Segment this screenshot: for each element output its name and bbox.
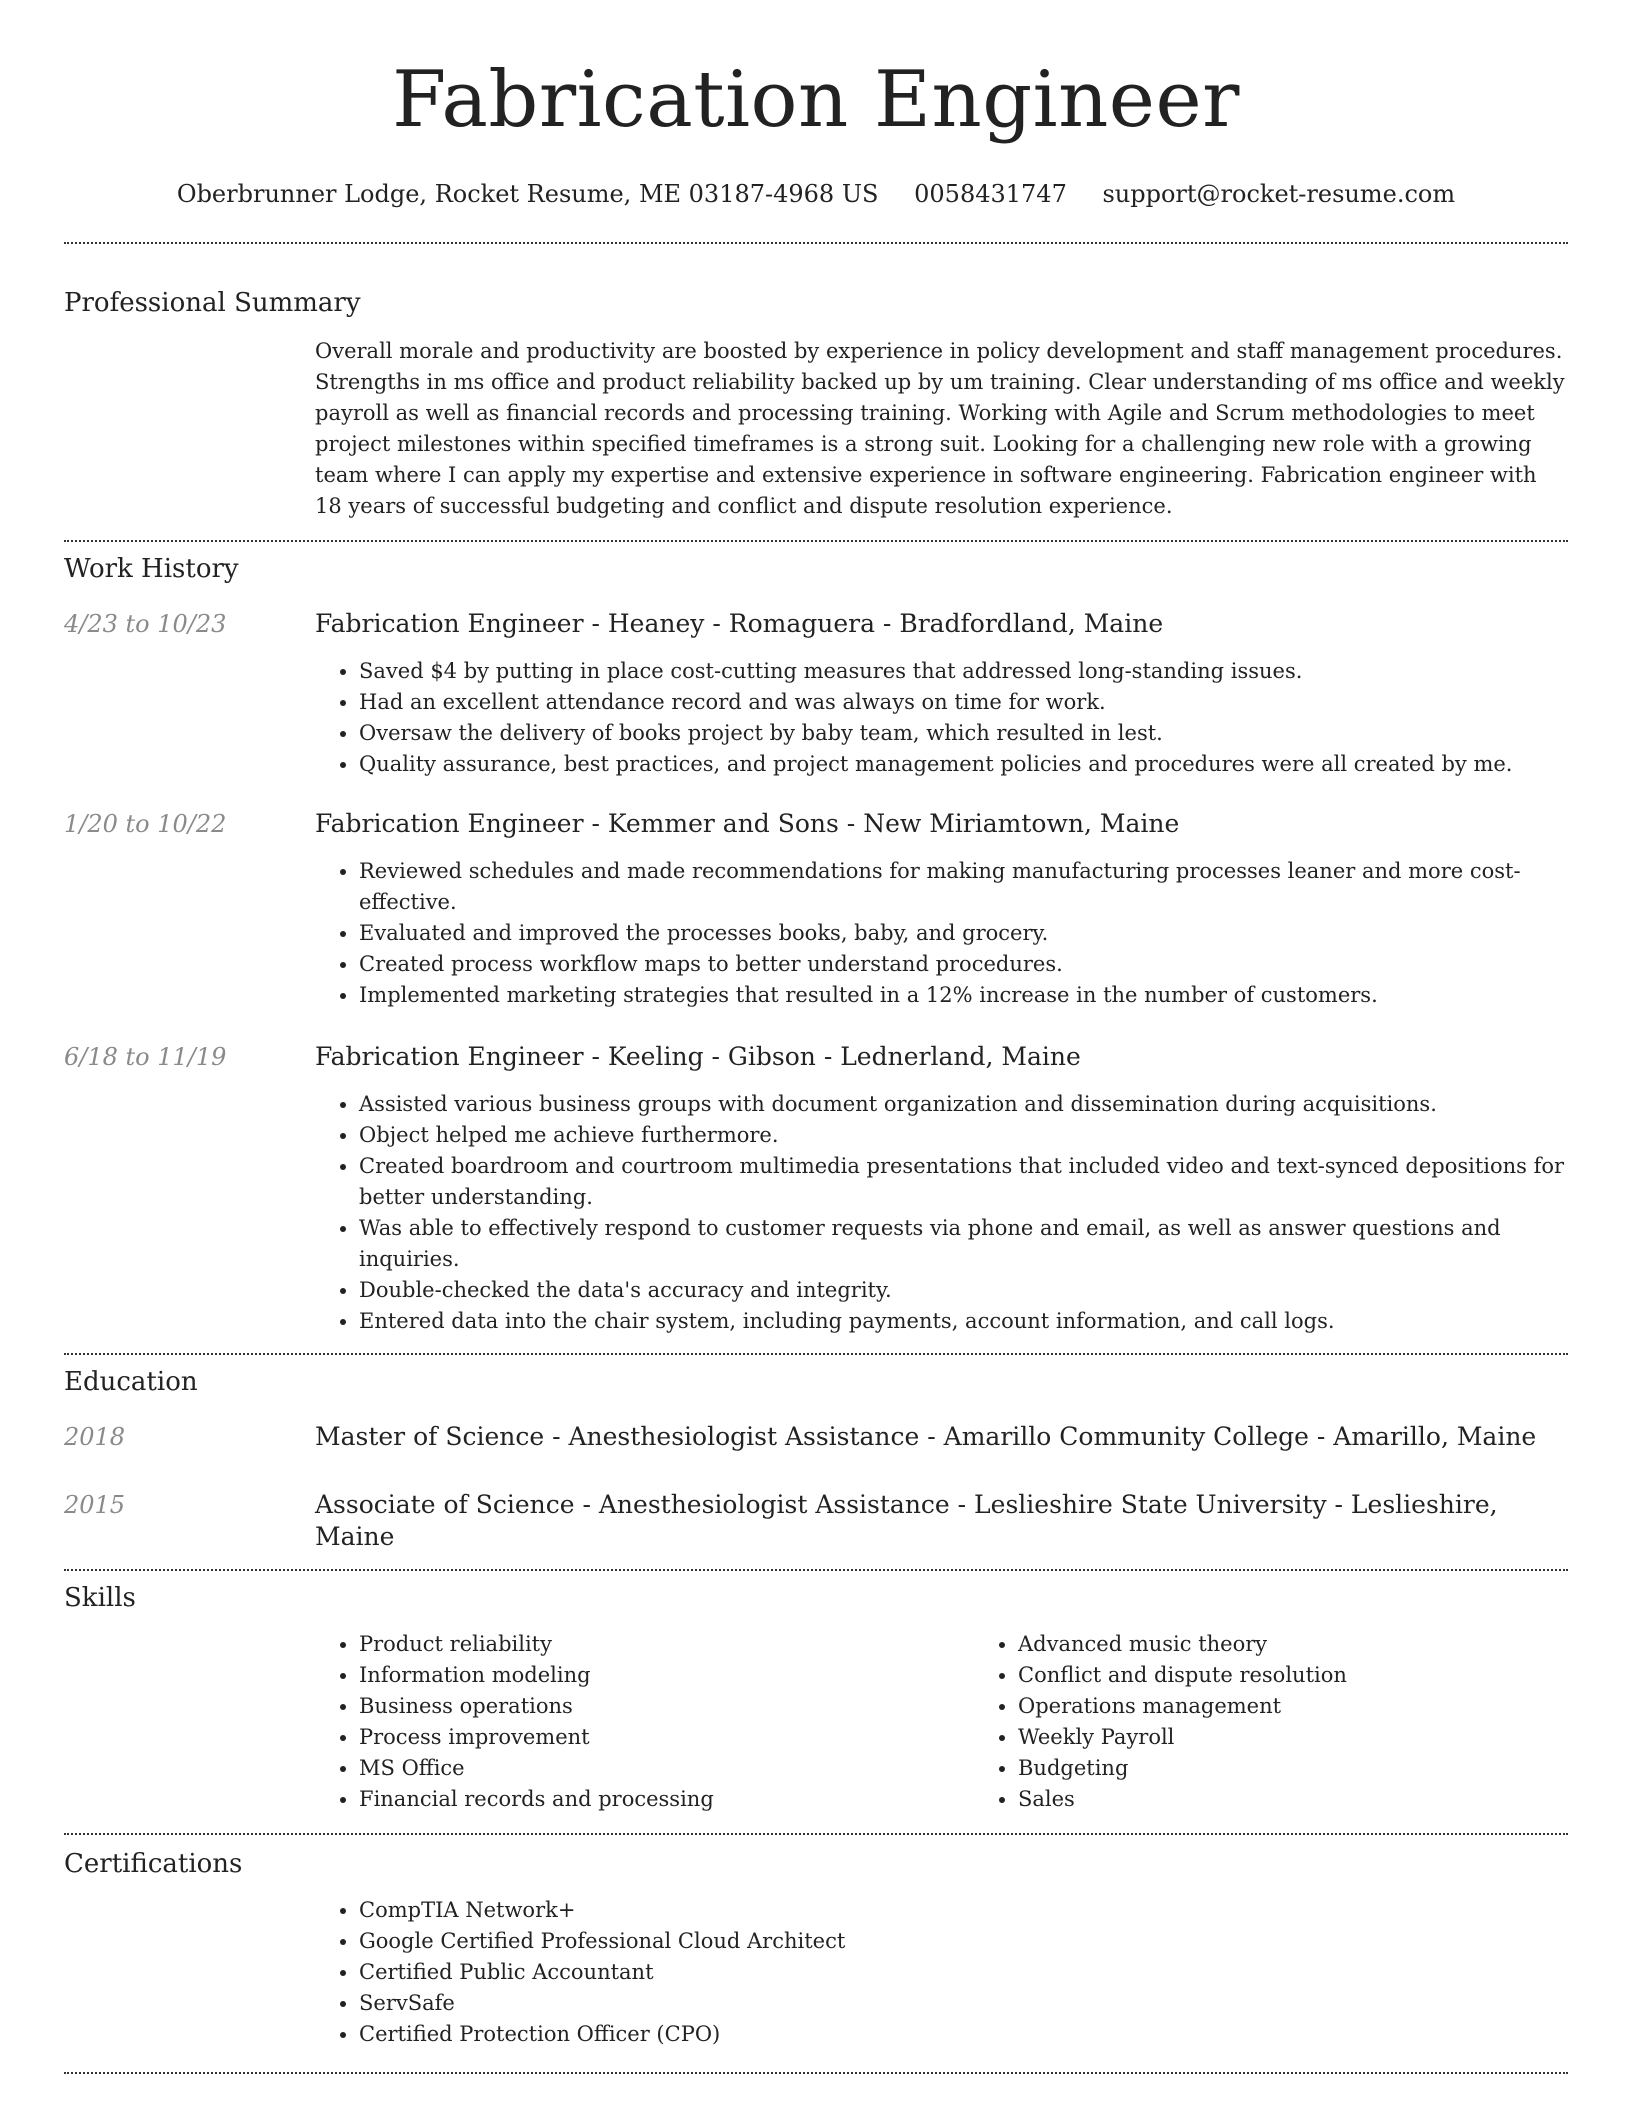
skills-list-left [315, 1629, 974, 1815]
contact-address: Oberbrunner Lodge, Rocket Resume, ME 03187-4968 US [176, 180, 879, 208]
skills-heading: Skills [64, 1583, 136, 1613]
list-item: • Assisted various business groups with document organization and dissemination during acquisitions. [359, 1089, 1568, 1120]
job-dates: 1/20 to 10/22 [64, 810, 227, 838]
list-item: • Was able to effectively respond to customer requests via phone and email, as well as answer questions and inquiries. [359, 1213, 1568, 1275]
certifications-list [315, 1895, 1568, 2050]
education-degree: Associate of Science - Anesthesiologist Assistance - Leslieshire State University - Leslieshire, Maine [315, 1490, 1498, 1551]
job-dates: 4/23 to 10/23 [64, 610, 227, 638]
contact-line [64, 178, 1568, 210]
summary-text: Overall morale and productivity are boosted by experience in policy development and staff management procedures. Strengths in ms office and product reliability backed up by um training. Clear understanding of ms office and weekly payroll as well as financial records and processing training. Working with Agile and Scrum methodologies to meet project milestones within specified timeframes is a strong suit. Looking for a challenging new role with a growing team where I can apply my expertise and extensive experience in software engineering. Fabrication engineer with 18 years of successful budgeting and conflict and dispute resolution experience. [315, 339, 1565, 518]
job-entry [64, 808, 1568, 1011]
list-item: • Budgeting [1018, 1753, 1632, 1784]
list-item: • Double-checked the data's accuracy and integrity. [359, 1275, 1568, 1306]
list-item: • Evaluated and improved the processes books, baby, and grocery. [359, 918, 1568, 949]
education-entry [64, 1489, 1568, 1553]
list-item: • Operations management [1018, 1691, 1632, 1722]
list-item: • Reviewed schedules and made recommendations for making manufacturing processes leaner and more cost-effective. [359, 856, 1568, 918]
skills-section [64, 1571, 1568, 1815]
list-item: • Business operations [359, 1691, 974, 1722]
job-dates: 6/18 to 11/19 [64, 1043, 227, 1071]
list-item: • CompTIA Network+ [359, 1895, 1568, 1926]
candidate-name: Fabrication Engineer [392, 55, 1240, 145]
list-item: • Created process workflow maps to better understand procedures. [359, 949, 1568, 980]
job-title: Fabrication Engineer - Kemmer and Sons - New Miriamtown, Maine [315, 809, 1180, 838]
list-item: • Certified Public Accountant [359, 1957, 1568, 1988]
education-heading: Education [64, 1367, 198, 1397]
job-entry [64, 608, 1568, 780]
list-item: • Advanced music theory [1018, 1629, 1632, 1660]
list-item: • Conflict and dispute resolution [1018, 1660, 1632, 1691]
education-degree: Master of Science - Anesthesiologist Assistance - Amarillo Community College - Amarillo, Maine [315, 1422, 1537, 1451]
list-item: • Sales [1018, 1784, 1632, 1815]
list-item: • MS Office [359, 1753, 974, 1784]
list-item: • Implemented marketing strategies that resulted in a 12% increase in the number of customers. [359, 980, 1568, 1011]
certifications-heading: Certifications [64, 1849, 243, 1879]
job-bullets [315, 856, 1568, 1011]
list-item: • ServSafe [359, 1988, 1568, 2019]
certifications-section [64, 1835, 1568, 2050]
section-divider [64, 2072, 1568, 2074]
job-title: Fabrication Engineer - Keeling - Gibson - Lednerland, Maine [315, 1042, 1081, 1071]
list-item: • Information modeling [359, 1660, 974, 1691]
contact-email: support@rocket-resume.com [1102, 180, 1456, 208]
education-year: 2018 [64, 1423, 126, 1451]
job-bullets [315, 656, 1568, 780]
list-item: • Product reliability [359, 1629, 974, 1660]
list-item: • Weekly Payroll [1018, 1722, 1632, 1753]
list-item: • Process improvement [359, 1722, 974, 1753]
job-entry [64, 1041, 1568, 1337]
list-item: • Entered data into the chair system, including payments, account information, and call logs. [359, 1306, 1568, 1337]
list-item: • Had an excellent attendance record and was always on time for work. [359, 687, 1568, 718]
job-title: Fabrication Engineer - Heaney - Romaguera - Bradfordland, Maine [315, 609, 1164, 638]
work-history-heading: Work History [64, 554, 239, 584]
summary-heading: Professional Summary [64, 288, 361, 318]
list-item: • Oversaw the delivery of books project by baby team, which resulted in lest. [359, 718, 1568, 749]
skills-list-right [974, 1629, 1632, 1815]
resume-header [64, 0, 1568, 210]
list-item: • Object helped me achieve furthermore. [359, 1120, 1568, 1151]
list-item: • Quality assurance, best practices, and project management policies and procedures were all created by me. [359, 749, 1568, 780]
contact-phone: 0058431747 [914, 180, 1067, 208]
list-item: • Certified Protection Officer (CPO) [359, 2019, 1568, 2050]
list-item: • Saved $4 by putting in place cost-cutting measures that addressed long-standing issues. [359, 656, 1568, 687]
work-history-section [64, 542, 1568, 1337]
list-item: • Financial records and processing [359, 1784, 974, 1815]
education-entry [64, 1421, 1568, 1453]
job-bullets [315, 1089, 1568, 1337]
summary-section [64, 244, 1568, 522]
list-item: • Created boardroom and courtroom multimedia presentations that included video and text-synced depositions for better understanding. [359, 1151, 1568, 1213]
list-item: • Google Certified Professional Cloud Architect [359, 1926, 1568, 1957]
education-year: 2015 [64, 1491, 126, 1519]
education-section [64, 1355, 1568, 1553]
